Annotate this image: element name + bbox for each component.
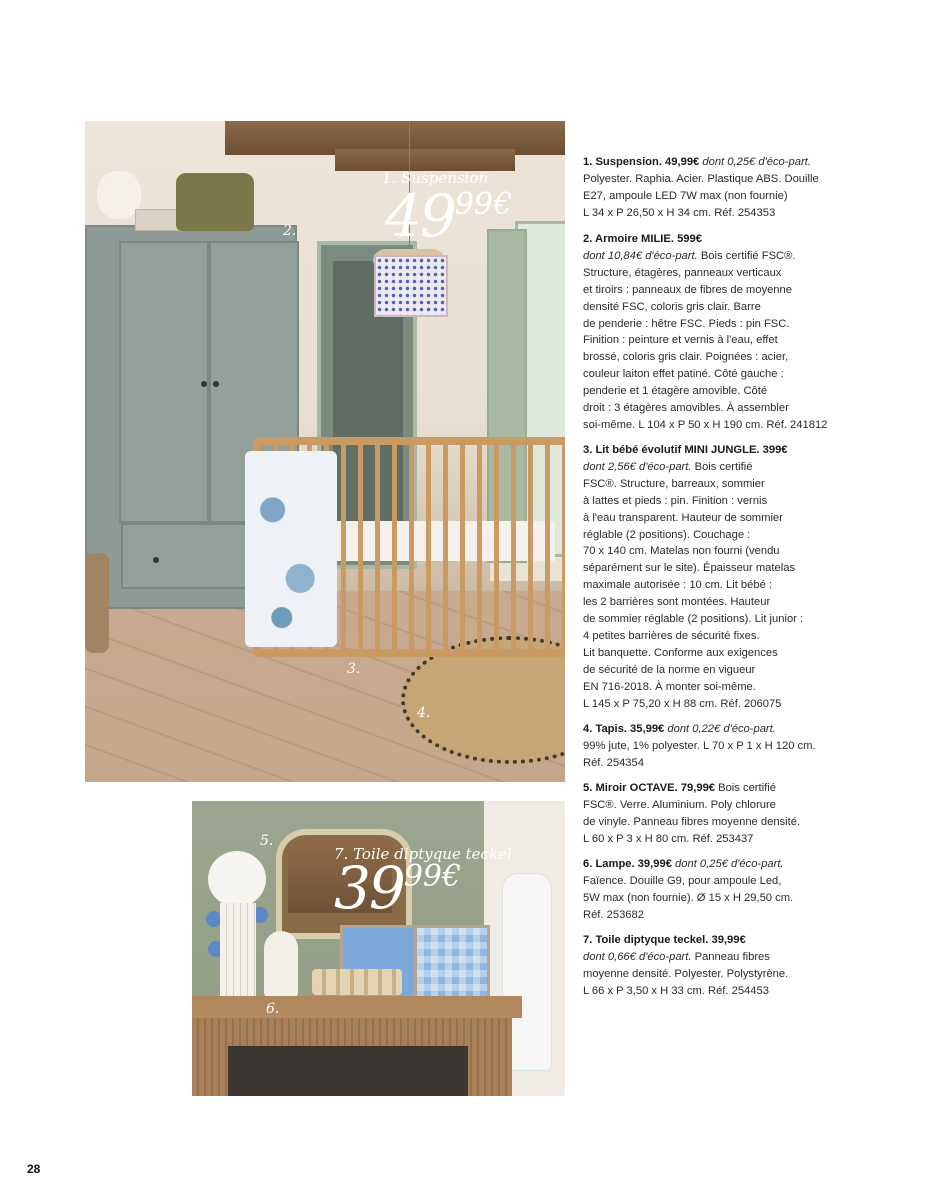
desc-line: Bois certifié	[694, 460, 753, 473]
product-heading: 7. Toile diptyque teckel. 39,99€	[583, 934, 746, 946]
desc-line: moyenne densité. Polyester. Polystyrène.	[583, 967, 789, 980]
price-caption: 7. Toile diptyque teckel	[334, 845, 512, 863]
desc-line: E27, ampoule LED 7W max (non fournie)	[583, 189, 788, 202]
product-desc-6	[583, 856, 833, 924]
price-whole: 49	[385, 182, 455, 250]
desc-line: de sommier réglable (2 positions). Lit junior :	[583, 613, 804, 626]
product-heading: 6. Lampe. 39,99€	[583, 858, 672, 870]
product-heading: 5. Miroir OCTAVE. 79,99€	[583, 782, 716, 794]
eco-part: dont 2,56€ d'éco-part.	[583, 460, 692, 473]
desc-line: de penderie : hêtre FSC. Pieds : pin FSC.	[583, 317, 790, 330]
product-heading: 1. Suspension. 49,99€	[583, 156, 700, 168]
wardrobe-knob	[201, 381, 207, 387]
label-5: 5.	[260, 833, 274, 849]
desc-line: L 60 x P 3 x H 80 cm. Réf. 253437	[583, 832, 754, 845]
desc-line: à l'eau transparent. Hauteur de sommier	[583, 511, 783, 524]
nursery-photo	[85, 121, 565, 782]
desc-line: FSC®. Structure, barreaux, sommier	[583, 477, 765, 490]
product-desc-1	[583, 154, 833, 222]
desc-line: FSC®. Verre. Aluminium. Poly chlorure	[583, 798, 776, 811]
ceramic-lamp-image	[264, 931, 298, 997]
label-4: 4.	[417, 705, 431, 721]
desc-line: soi-même. L 104 x P 50 x H 190 cm. Réf. 241812	[583, 418, 828, 431]
dachshund-canvas-right	[414, 925, 490, 999]
label-3: 3.	[347, 661, 361, 677]
desc-line: Panneau fibres	[694, 950, 770, 963]
desc-line: droit : 3 étagères amovibles. À assembler	[583, 402, 789, 415]
desc-line: 5W max (non fournie). Ø 15 x H 29,50 cm.	[583, 891, 794, 904]
desc-line: Bois certifié	[718, 782, 776, 794]
pendant-lamp-image	[374, 255, 448, 317]
desc-line: réglable (2 positions). Couchage :	[583, 528, 751, 541]
product-desc-2	[583, 231, 833, 434]
desc-line: Réf. 253682	[583, 908, 644, 921]
page-number: 28	[27, 1162, 41, 1176]
product-desc-3	[583, 442, 833, 713]
price-cents: 99€	[403, 859, 462, 894]
basket-pot	[85, 553, 109, 653]
desc-line: L 66 x P 3,50 x H 33 cm. Réf. 254453	[583, 984, 769, 997]
product-heading: 3. Lit bébé évolutif MINI JUNGLE. 399€	[583, 444, 788, 456]
desc-line: densité FSC, coloris gris clair. Barre	[583, 300, 761, 313]
wardrobe-knob	[213, 381, 219, 387]
label-6: 6.	[266, 1001, 280, 1017]
wooden-toys	[312, 969, 402, 995]
eco-part: dont 0,25€ d'éco-part.	[702, 156, 811, 168]
product-heading: 2. Armoire MILIE. 599€	[583, 233, 702, 245]
desc-line: Structure, étagères, panneaux verticaux	[583, 266, 782, 279]
desc-line: et tiroirs : panneaux de fibres de moyenne	[583, 283, 792, 296]
eco-part: dont 0,66€ d'éco-part.	[583, 950, 692, 963]
desc-line: séparément sur le site). Épaisseur matelas	[583, 562, 796, 575]
wardrobe-door	[119, 241, 209, 523]
desc-line: Polyester. Raphia. Acier. Plastique ABS. Douille	[583, 172, 819, 185]
price-tag	[385, 182, 513, 250]
desc-line: L 34 x P 26,50 x H 34 cm. Réf. 254353	[583, 206, 776, 219]
price-caption: 1. Suspension	[382, 169, 489, 187]
desc-line: de vinyle. Panneau fibres moyenne densité.	[583, 815, 801, 828]
eco-part: dont 10,84€ d'éco-part.	[583, 249, 698, 262]
product-heading: 4. Tapis. 35,99€	[583, 723, 665, 735]
product-desc-7	[583, 932, 833, 1000]
blanket	[245, 451, 337, 647]
desc-line: maximale autorisée : 10 cm. Lit bébé :	[583, 579, 773, 592]
eco-part: dont 0,25€ d'éco-part.	[675, 858, 784, 870]
price-cents: 99€	[454, 187, 513, 222]
mantel-shelf	[192, 996, 522, 1018]
desc-line: L 145 x P 75,20 x H 88 cm. Réf. 206075	[583, 697, 782, 710]
desc-line: Finition : peinture et vernis à l'eau, effet	[583, 334, 778, 347]
desc-line: à lattes et pieds : pin. Finition : vernis	[583, 494, 768, 507]
desc-line: couleur laiton effet patiné. Côté gauche :	[583, 368, 784, 381]
desc-line: Bois certifié FSC®.	[700, 249, 796, 262]
label-2: 2.	[283, 223, 297, 239]
desc-line: brossé, coloris gris clair. Poignées : acier,	[583, 351, 789, 364]
lamp-globe	[208, 851, 266, 907]
price-whole: 39	[334, 854, 404, 922]
desc-line: de sécurité de la norme en vigueur	[583, 663, 756, 676]
desc-line: EN 716-2018. À monter soi-même.	[583, 680, 756, 693]
desc-line: 70 x 140 cm. Matelas non fourni (vendu	[583, 545, 780, 558]
desc-line: Lit banquette. Conforme aux exigences	[583, 646, 778, 659]
price-tag	[334, 854, 462, 922]
desc-line: 99% jute, 1% polyester. L 70 x P 1 x H 120 cm.	[583, 739, 816, 752]
ceiling-beam	[335, 149, 515, 171]
drawer-knob	[153, 557, 159, 563]
fireplace	[228, 1046, 468, 1096]
desc-line: penderie et 1 étagère amovible. Côté	[583, 385, 768, 398]
desc-line: les 2 barrières sont montées. Hauteur	[583, 596, 771, 609]
desc-line: 4 petites barrières de sécurité fixes.	[583, 629, 760, 642]
desc-line: Réf. 254354	[583, 756, 644, 769]
desc-line: Faïence. Douille G9, pour ampoule Led,	[583, 874, 782, 887]
lamp-base	[220, 903, 256, 997]
wicker-basket	[176, 173, 254, 231]
mantel-photo	[192, 801, 565, 1096]
eco-part: dont 0,22€ d'éco-part.	[667, 723, 776, 735]
product-desc-5	[583, 780, 833, 848]
product-desc-4	[583, 721, 833, 772]
